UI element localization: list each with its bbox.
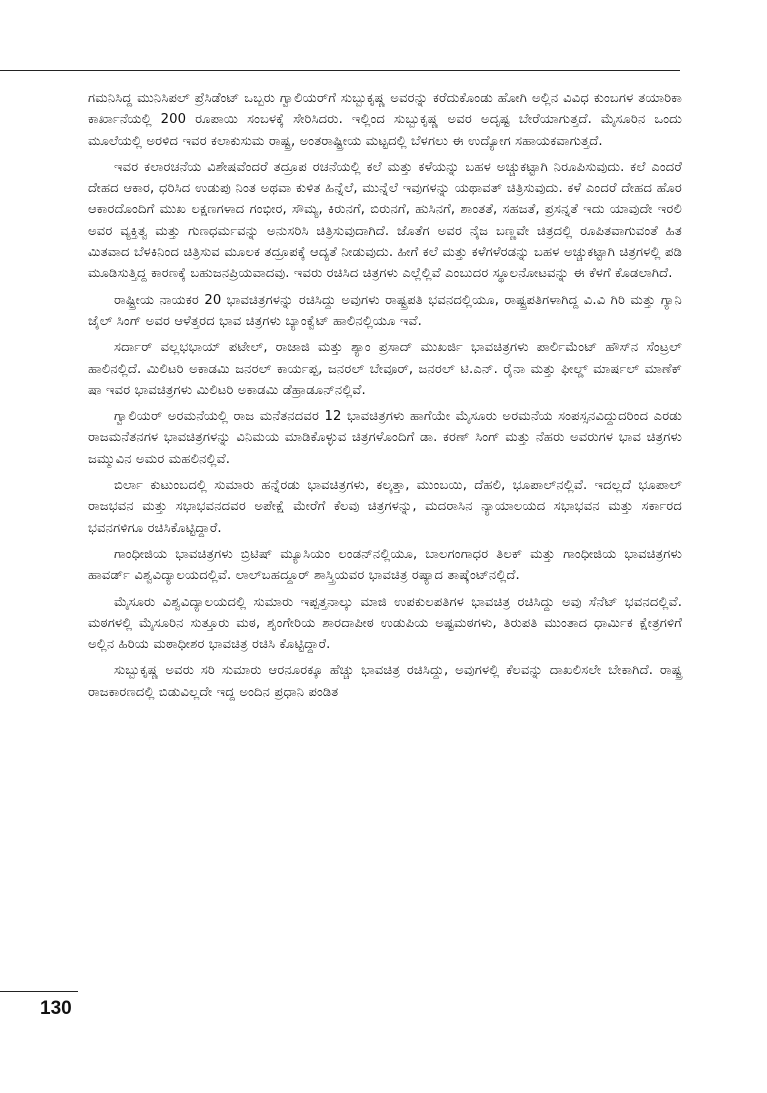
- paragraph: ಮೈಸೂರು ವಿಶ್ವವಿದ್ಯಾಲಯದಲ್ಲಿ ಸುಮಾರು ಇಪ್ಪತ್ತನಾಲ್ಕು ಮಾಜಿ ಉಪಕುಲಪತಿಗಳ ಭಾವಚಿತ್ರ ರಚಿಸಿದ್ದು ಅವು ಸೆನೆಟ್ ಭವನದಲ್ಲಿವೆ. ಮಠಗಳಲ್ಲಿ ಮೈಸೂರಿನ ಸುತ್ತೂರು ಮಠ, ಶೃಂಗೇರಿಯ ಶಾರದಾಪೀಠ ಉಡುಪಿಯ ಅಷ್ಟಮಠಗಳು, ತಿರುಪತಿ ಮುಂತಾದ ಧಾರ್ಮಿಕ ಕ್ಷೇತ್ರಗಳಿಗೆ ಅಲ್ಲಿನ ಹಿರಿಯ ಮಠಾಧೀಶರ ಭಾವಚಿತ್ರ ರಚಿಸಿ ಕೊಟ್ಟಿದ್ದಾರೆ.: [88, 594, 682, 653]
- page-number: 130: [40, 998, 72, 1019]
- paragraph: ಸರ್ದಾರ್ ವಲ್ಲಭಭಾಯ್ ಪಟೇಲ್, ರಾಜಾಜಿ ಮತ್ತು ಶ್ಯಾಂ ಪ್ರಸಾದ್ ಮುಖರ್ಜಿ ಭಾವಚಿತ್ರಗಳು ಪಾರ್ಲಿಮೆಂಟ್ ಹೌಸ್‌ನ ಸೆಂಟ್ರಲ್ ಹಾಲಿನಲ್ಲಿದೆ. ಮಿಲಿಟರಿ ಅಕಾಡಮಿ ಜನರಲ್ ಕಾರ್ಯಪ್ಪ, ಜನರಲ್ ಬೇವೂರ್, ಜನರಲ್ ಟಿ.ಎನ್. ರೈನಾ ಮತ್ತು ಫೀಲ್ಡ್ ಮಾರ್ಷಲ್ ಮಾಣೆಕ್ ಷಾ ಇವರ ಭಾವಚಿತ್ರಗಳು ಮಿಲಿಟರಿ ಅಕಾಡಮಿ ಡೆಹ್ರಾಡೂನ್‌ನಲ್ಲಿವೆ.: [88, 340, 682, 398]
- paragraph: ಗಾಂಧೀಜಿಯ ಭಾವಚಿತ್ರಗಳು ಬ್ರಿಟಿಷ್ ಮ್ಯೂಸಿಯಂ ಲಂಡನ್‌ನಲ್ಲಿಯೂ, ಬಾಲಗಂಗಾಧರ ತಿಲಕ್ ಮತ್ತು ಗಾಂಧೀಜಿಯ ಭಾವಚಿತ್ರಗಳು ಹಾವರ್ಡ್ ವಿಶ್ವವಿದ್ಯಾಲಯದಲ್ಲಿವೆ. ಲಾಲ್‌ಬಹದ್ದೂರ್ ಶಾಸ್ತ್ರಿಯವರ ಭಾವಚಿತ್ರ ರಷ್ಯಾದ ತಾಷ್ಕೆಂಟ್‌ನಲ್ಲಿದೆ.: [88, 546, 682, 584]
- body-text: [88, 88, 682, 708]
- paragraph: ರಾಷ್ಟ್ರೀಯ ನಾಯಕರ 20 ಭಾವಚಿತ್ರಗಳನ್ನು ರಚಿಸಿದ್ದು ಅವುಗಳು ರಾಷ್ಟ್ರಪತಿ ಭವನದಲ್ಲಿಯೂ, ರಾಷ್ಟ್ರಪತಿಗಳಾಗಿದ್ದ ವಿ.ವಿ ಗಿರಿ ಮತ್ತು ಗ್ಯಾನಿ ಜೈಲ್ ಸಿಂಗ್ ಅವರ ಆಳೆತ್ತರದ ಭಾವ ಚಿತ್ರಗಳು ಬ್ಯಾಂಕ್ವೆಟ್ ಹಾಲಿನಲ್ಲಿಯೂ ಇವೆ.: [88, 292, 682, 329]
- paragraph: ಬಿರ್ಲಾ ಕುಟುಂಬದಲ್ಲಿ ಸುಮಾರು ಹನ್ನೆರಡು ಭಾವಚಿತ್ರಗಳು, ಕಲ್ಕತ್ತಾ, ಮುಂಬಯಿ, ದೆಹಲಿ, ಭೂಪಾಲ್‌ನಲ್ಲಿವೆ. ಇದಲ್ಲದೆ ಭೂಪಾಲ್ ರಾಜಭವನ ಮತ್ತು ಸಭಾಭವನದವರ ಅಪೇಕ್ಷೆ ಮೇರೆಗೆ ಕೆಲವು ಚಿತ್ರಗಳನ್ನು, ಮದರಾಸಿನ ನ್ಯಾಯಾಲಯದ ಸಭಾಭವನ ಮತ್ತು ಸರ್ಕಾರದ ಭವನಗಳಿಗೂ ರಚಿಸಿಕೊಟ್ಟಿದ್ದಾರೆ.: [88, 478, 682, 536]
- paragraph: ಸುಬ್ಬುಕೃಷ್ಣ ಅವರು ಸರಿ ಸುಮಾರು ಆರನೂರಕ್ಕೂ ಹೆಚ್ಚು ಭಾವಚಿತ್ರ ರಚಿಸಿದ್ದು, ಅವುಗಳಲ್ಲಿ ಕೆಲವನ್ನು ದಾಖಲಿಸಲೇ ಬೇಕಾಗಿದೆ. ರಾಷ್ಟ್ರ ರಾಜಕಾರಣದಲ್ಲಿ ಬಿಡುವಿಲ್ಲದೇ ಇದ್ದ ಅಂದಿನ ಪ್ರಧಾನಿ ಪಂಡಿತ: [88, 663, 682, 700]
- footer-rule: [0, 991, 78, 992]
- paragraph: ಗಮನಿಸಿದ್ದ ಮುನಿಸಿಪಲ್ ಪ್ರೆಸಿಡೆಂಟ್ ಒಬ್ಬರು ಗ್ವಾಲಿಯರ್‌ಗೆ ಸುಬ್ಬುಕೃಷ್ಣ ಅವರನ್ನು ಕರೆದುಕೊಂಡು ಹೋಗಿ ಅಲ್ಲಿನ ವಿವಿಧ ಕುಂಬಗಳ ತಯಾರಿಕಾ ಕಾರ್ಖಾನೆಯಲ್ಲಿ 200 ರೂಪಾಯಿ ಸಂಬಳಕ್ಕೆ ಸೇರಿಸಿದರು. ಇಲ್ಲಿಂದ ಸುಬ್ಬುಕೃಷ್ಣ ಅವರ ಅದೃಷ್ಟ ಬೇರೆಯಾಗುತ್ತದೆ. ಮೈಸೂರಿನ ಒಂದು ಮೂಲೆಯಲ್ಲಿ ಅರಳಿದ ಇವರ ಕಲಾಕುಸುಮ ರಾಷ್ಟ್ರ, ಅಂತರಾಷ್ಟ್ರೀಯ ಮಟ್ಟದಲ್ಲಿ ಬೆಳಗಲು ಈ ಉದ್ಯೋಗ ಸಹಾಯಕವಾಗುತ್ತದೆ.: [88, 91, 682, 149]
- top-rule: [0, 70, 680, 71]
- paragraph: ಗ್ವಾಲಿಯರ್ ಅರಮನೆಯಲ್ಲಿ ರಾಜ ಮನೆತನದವರ 12 ಭಾವಚಿತ್ರಗಳು ಹಾಗೆಯೇ ಮೈಸೂರು ಅರಮನೆಯ ಸಂಪಸ್ಸನವಿದ್ದುದರಿಂದ ಎರಡು ರಾಜಮನೆತನಗಳ ಭಾವಚಿತ್ರಗಳನ್ನು ವಿನಿಮಯ ಮಾಡಿಕೊಳ್ಳುವ ಚಿತ್ರಗಳೊಂದಿಗೆ ಡಾ. ಕರಣ್ ಸಿಂಗ್ ಮತ್ತು ನೆಹರು ಅವರುಗಳ ಭಾವ ಚಿತ್ರಗಳು ಜಮ್ಮುವಿನ ಅಮರ ಮಹಲಿನಲ್ಲಿವೆ.: [88, 409, 682, 467]
- paragraph: ಇವರ ಕಲಾರಚನೆಯ ವಿಶೇಷವೆಂದರೆ ತದ್ರೂಪ ರಚನೆಯಲ್ಲಿ ಕಲೆ ಮತ್ತು ಕಳೆಯನ್ನು ಬಹಳ ಅಚ್ಚುಕಟ್ಟಾಗಿ ನಿರೂಪಿಸುವುದು. ಕಲೆ ಎಂದರೆ ದೇಹದ ಆಕಾರ, ಧರಿಸಿದ ಉಡುಪು ನಿಂತ ಅಥವಾ ಕುಳಿತ ಹಿನ್ನೆಲೆ, ಮುನ್ನೆಲೆ ಇವುಗಳನ್ನು ಯಥಾವತ್ ಚಿತ್ರಿಸುವುದು. ಕಳೆ ಎಂದರೆ ದೇಹದ ಹೊರ ಆಕಾರದೊಂದಿಗೆ ಮುಖ ಲಕ್ಷಣಗಳಾದ ಗಂಭೀರ, ಸೌಮ್ಯ, ಕಿರುನಗೆ, ಬಿರುನಗೆ, ಹುಸಿನಗೆ, ಶಾಂತತೆ, ಸಹಜತೆ, ಪ್ರಸನ್ನತೆ ಇದು ಯಾವುದೇ ಇರಲಿ ಅವರ ವ್ಯಕ್ತಿತ್ವ ಮತ್ತು ಗುಣಧರ್ಮವನ್ನು ಅನುಸರಿಸಿ ಚಿತ್ರಿಸುವುದಾಗಿದೆ. ಜೊತೆಗ ಅವರ ನೈಜ ಬಣ್ಣವೇ ಚಿತ್ರದಲ್ಲಿ ರೂಪಿತವಾಗುವಂತೆ ಹಿತ ಮಿತವಾದ ಬೆಳಕಿನಿಂದ ಚಿತ್ರಿಸುವ ಮೂಲಕ ತದ್ರೂಪಕ್ಕೆ ಆದ್ಯತೆ ನೀಡುವುದು. ಹೀಗೆ ಕಲೆ ಮತ್ತು ಕಳೆಗಳೆರಡನ್ನು ಬಹಳ ಅಚ್ಚುಕಟ್ಟಾಗಿ ಚಿತ್ರಗಳಲ್ಲಿ ಪಡಿ ಮೂಡಿಸುತ್ತಿದ್ದ ಕಾರಣಕ್ಕೆ ಬಹುಜನಪ್ರಿಯವಾದವು. ಇವರು ರಚಿಸಿದ ಚಿತ್ರಗಳು ಎಲ್ಲೆಲ್ಲಿವೆ ಎಂಬುದರ ಸ್ಥೂಲನೋಟವನ್ನು ಈ ಕೆಳಗೆ ಕೊಡಲಾಗಿದೆ.: [88, 159, 682, 282]
